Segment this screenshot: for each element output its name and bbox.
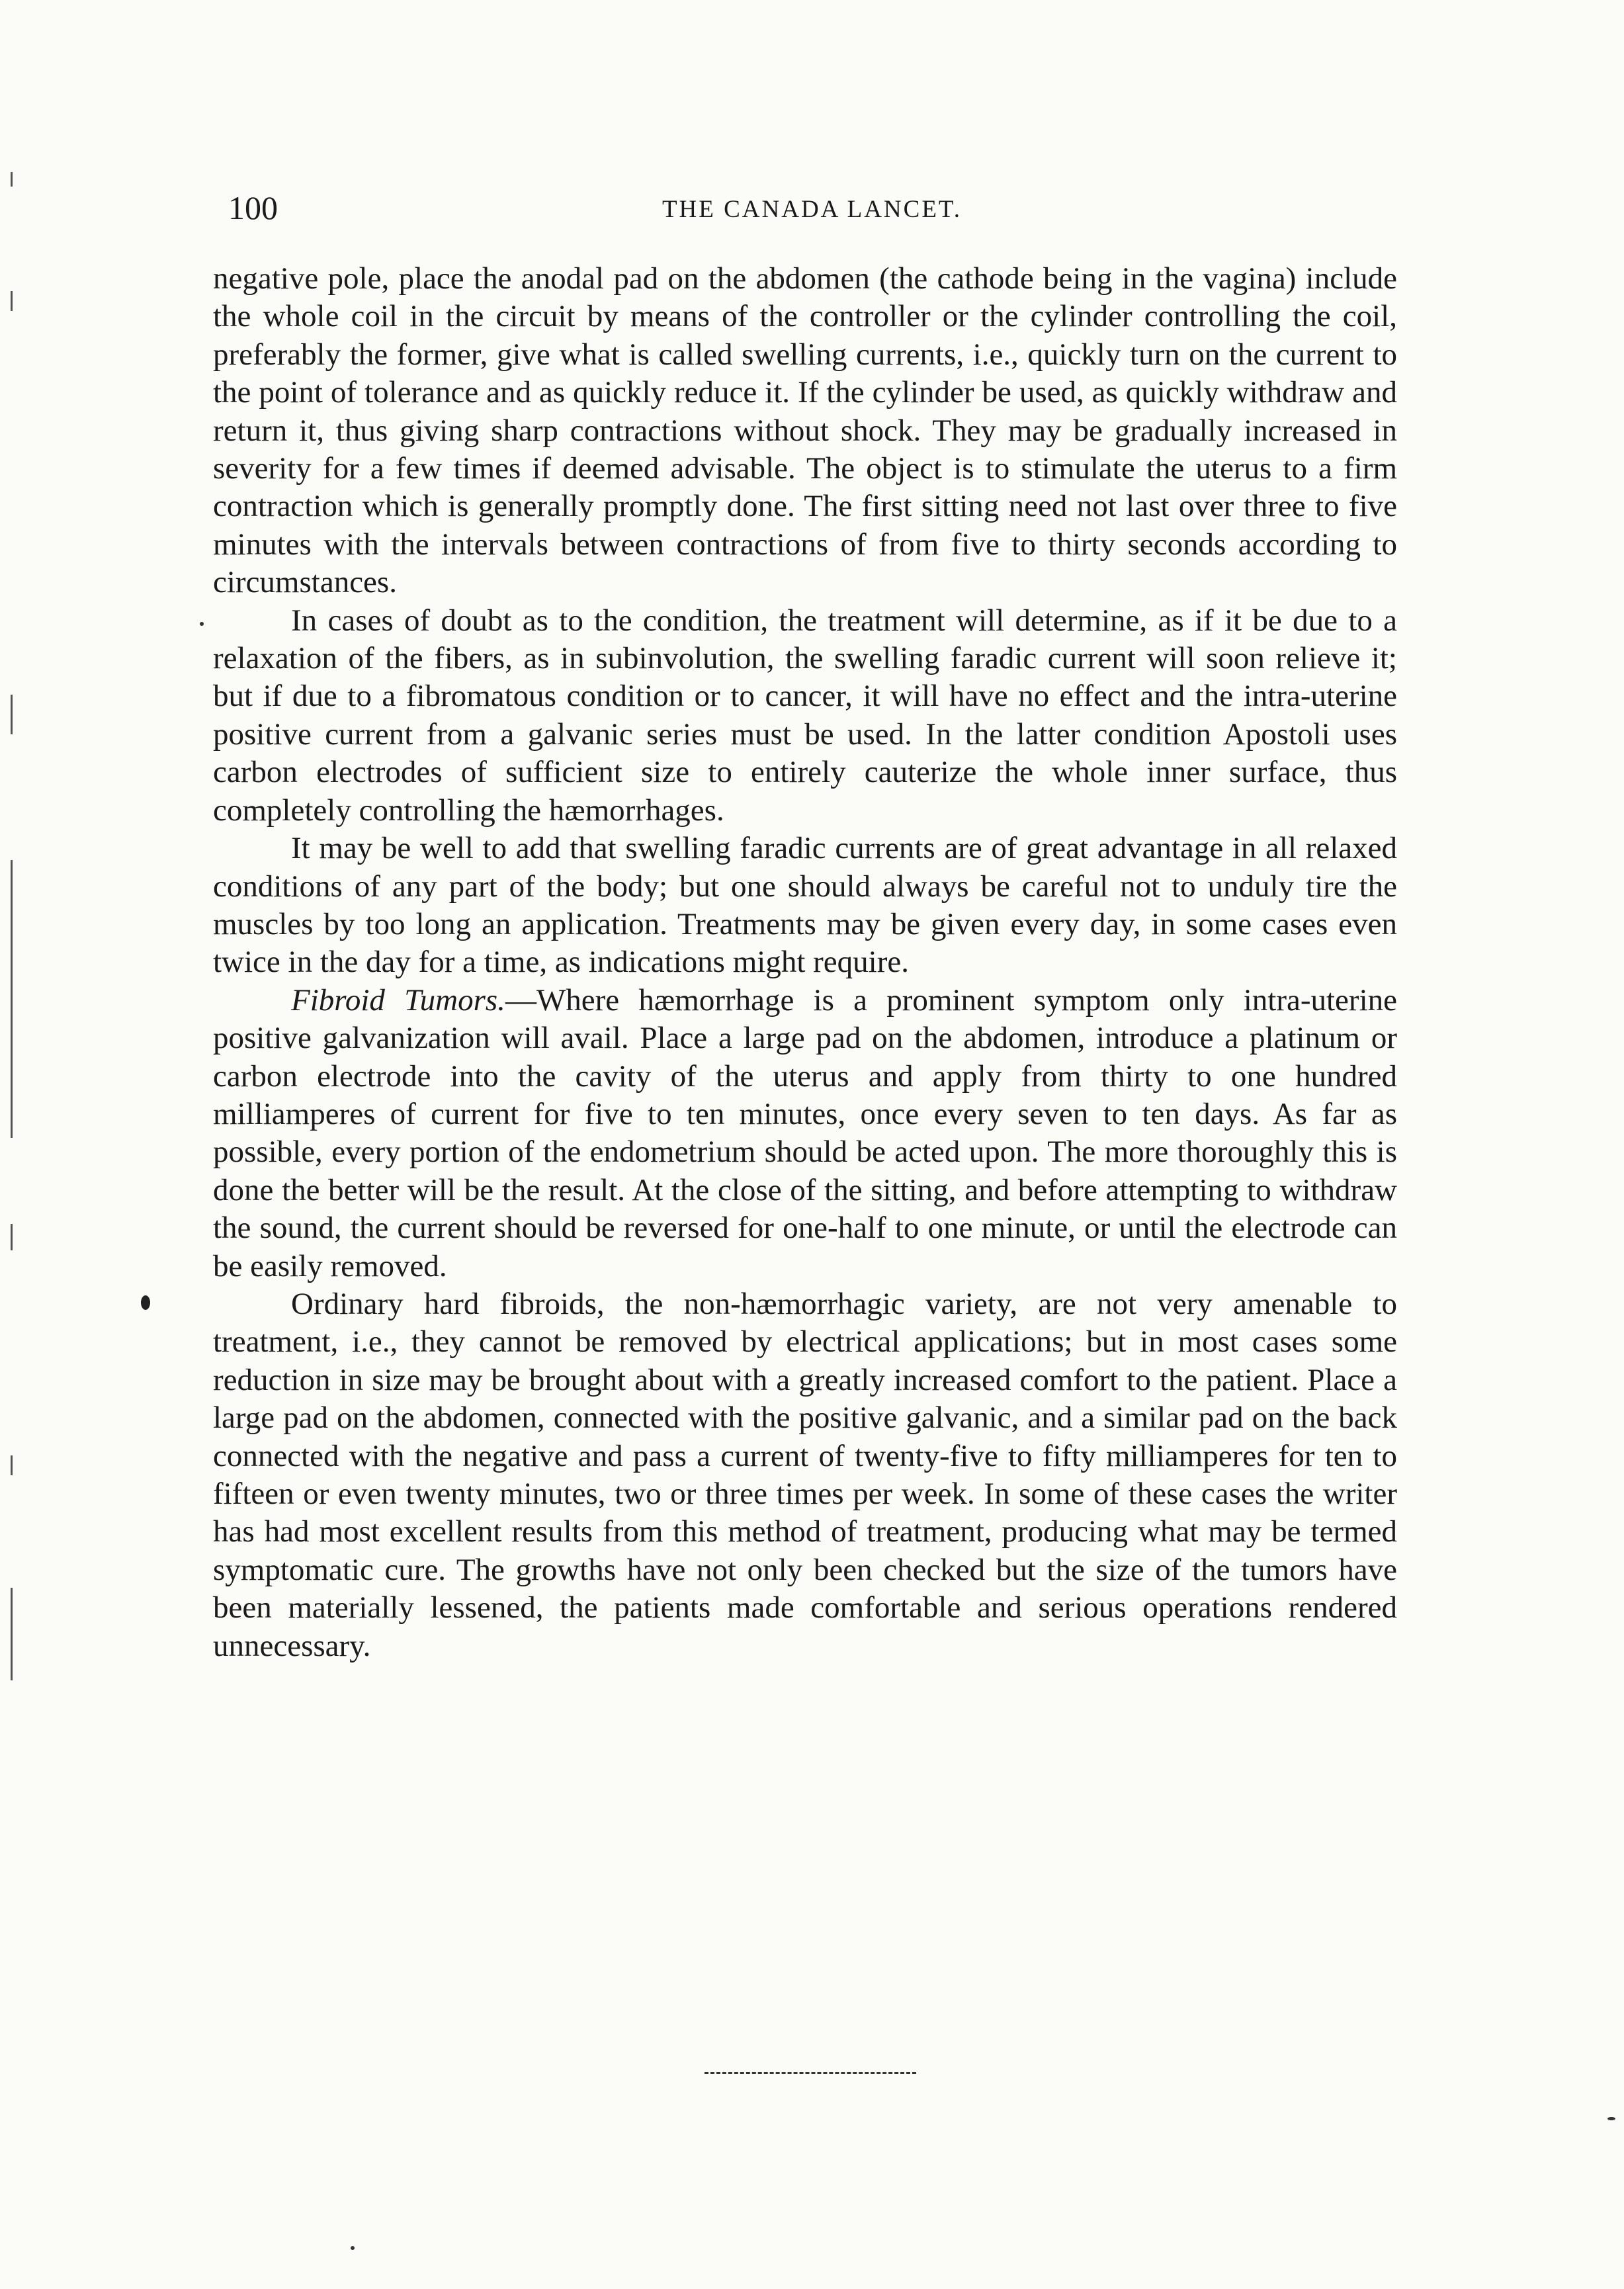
- ink-dot: [200, 622, 204, 626]
- paragraph-4-text: —Where hæmorrhage is a prominent symptom only intra-uterine positive galvanization will avail. Place a large pad on the abdomen, introduce a platinum or carbon electrode into the cavity of the uterus and apply from thirty to one hundred milliamperes of current for five to ten minutes, once every seven to ten days. As far as possible, every portion of the endometrium should be acted upon. The more thoroughly this is done the better will be the result. At the close of the sitting, and before attempting to withdraw the sound, the current should be reversed for one-half to one minute, or until the electrode can be easily removed.: [213, 982, 1397, 1283]
- margin-mark: [11, 291, 13, 311]
- paragraph-1: negative pole, place the anodal pad on the abdomen (the cathode being in the vagina) include the whole coil in the circuit by means of the controller or the cylinder controlling the coil, preferably the former, give what is called swelling currents, i.e., quickly turn on the current to the point of tolerance and as quickly reduce it. If the cylinder be used, as quickly withdraw and return it, thus giving sharp contractions without shock. They may be gradually increased in severity for a few times if deemed advisable. The object is to stimulate the uterus to a firm contraction which is generally promptly done. The first sitting need not last over three to five minutes with the intervals between contractions of from five to thirty seconds according to circumstances.: [213, 261, 1397, 600]
- ink-dot: [1607, 2117, 1615, 2120]
- end-rule: [705, 2072, 916, 2074]
- ink-blot: [141, 1295, 150, 1310]
- ink-dot: [351, 2246, 355, 2250]
- margin-mark: [11, 695, 13, 734]
- margin-mark: [11, 860, 13, 1138]
- margin-mark: [11, 172, 13, 187]
- paragraph-5: Ordinary hard fibroids, the non-hæmorrhagic variety, are not very amenable to treatment, i.e., they cannot be removed by electrical applications; but in most cases some reduction in size may be brought about with a greatly increased comfort to the patient. Place a large pad on the abdomen, connected with the positive galvanic, and a similar pad on the back connected with the negative and pass a current of twenty-five to fifty milliamperes for ten to fifteen or even twenty minutes, two or three times per week. In some of these cases the writer has had most excellent results from this method of treatment, producing what may be termed symptomatic cure. The growths have not only been checked but the size of the tumors have been materially lessened, the patients made comfortable and serious operations rendered unnecessary.: [213, 1286, 1397, 1663]
- margin-mark: [11, 1224, 13, 1250]
- paragraph-4: [213, 982, 1397, 1285]
- paragraph-3: It may be well to add that swelling faradic currents are of great advantage in all relaxed conditions of any part of the body; but one should always be careful not to unduly tire the muscles by too long an application. Treatments may be given every day, in some cases even twice in the day for a time, as indications might require.: [213, 831, 1397, 980]
- scan-margin-marks: [5, 132, 19, 1852]
- margin-mark: [11, 1455, 13, 1475]
- running-head: THE CANADA LANCET.: [662, 196, 962, 223]
- article-body: [213, 260, 1397, 1665]
- margin-mark: [11, 1588, 13, 1680]
- page-number: 100: [228, 189, 278, 226]
- section-heading-fibroid-tumors: Fibroid Tumors.: [291, 982, 505, 1017]
- paragraph-2: In cases of doubt as to the condition, the treatment will determine, as if it be due to a relaxation of the fibers, as in subinvolution, the swelling faradic current will soon relieve it; but if due to a fibromatous condition or to cancer, it will have no effect and the intra-uterine positive current from a galvanic series must be used. In the latter condition Apostoli uses carbon electrodes of sufficient size to entirely cauterize the whole inner surface, thus completely controlling the hæmorrhages.: [213, 603, 1397, 828]
